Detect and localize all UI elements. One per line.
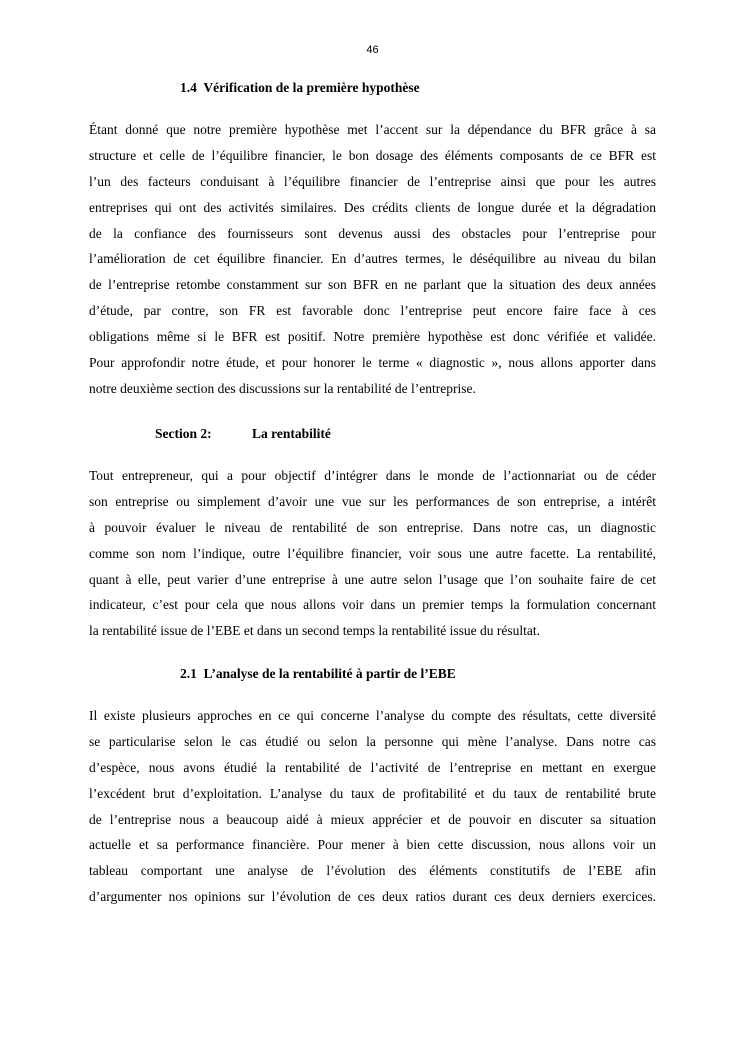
- text-line: son entreprise ou simplement d’avoir une vue sur les performances de son entreprise, a intérêt: [89, 493, 656, 509]
- text-line: d’argumenter nos opinions sur l’évolution de ces deux ratios durant ces deux derniers exercices.: [89, 889, 656, 905]
- text-line: l’excédent brut d’exploitation. L’analyse du taux de profitabilité et du taux de rentabilité brute: [89, 785, 656, 801]
- text-line: de l’entreprise retombe constamment sur son BFR en ne parlant que la situation des deux années: [89, 277, 656, 293]
- paragraph-analyse-ebe: [89, 703, 656, 910]
- section-heading-rentabilite: [155, 426, 331, 442]
- text-line: l’un des facteurs conduisant à l’équilibre financier de l’entreprise ainsi que pour les autres: [89, 173, 656, 189]
- text-line: de l’entreprise nous a beaucoup aidé à mieux apprécier et de pouvoir en discuter sa situation: [89, 811, 656, 827]
- heading-verification-hypothese: 1.4 Vérification de la première hypothèse: [180, 80, 420, 95]
- paragraph-hypothese: [89, 117, 656, 402]
- text-line: notre deuxième section des discussions sur la rentabilité de l’entreprise.: [89, 380, 476, 396]
- text-line: entreprises qui ont des activités similaires. Des crédits clients de longue durée et la dégradation: [89, 199, 656, 215]
- text-line: d’étude, par contre, son FR est favorable donc l’entreprise peut encore faire face à ces: [89, 303, 656, 319]
- text-line: Pour approfondir notre étude, et pour honorer le terme « diagnostic », nous allons apporter dans: [89, 355, 656, 371]
- text-line: l’amélioration de cet équilibre financier. En d’autres termes, le déséquilibre au niveau du bilan: [89, 251, 656, 267]
- text-line: quant à elle, peut varier d’une entreprise à une autre selon l’usage que l’on souhaite faire de cet: [89, 571, 656, 587]
- text-line: la rentabilité issue de l’EBE et dans un second temps la rentabilité issue du résultat.: [89, 623, 541, 639]
- section-title: La rentabilité: [252, 426, 331, 441]
- heading-analyse-ebe: 2.1 L’analyse de la rentabilité à partir de l’EBE: [180, 666, 456, 681]
- page-number: 46: [366, 44, 379, 56]
- paragraph-rentabilite: [89, 463, 656, 644]
- text-line: obligations même si le BFR est positif. Notre première hypothèse est donc vérifiée et validée.: [89, 329, 656, 345]
- text-line: Il existe plusieurs approches en ce qui concerne l’analyse du compte des résultats, cette diversité: [89, 708, 656, 723]
- text-line: structure et celle de l’équilibre financier, le bon dosage des éléments composants de ce BFR est: [89, 147, 656, 163]
- text-line: actuelle et sa performance financière. Pour mener à bien cette discussion, nous allons voir un: [89, 837, 656, 853]
- section-label: Section 2:: [155, 426, 212, 441]
- text-line: d’espèce, nous avons étudié la rentabilité de l’activité de l’entreprise en mettant en exergue: [89, 759, 656, 775]
- text-line: de la confiance des fournisseurs sont devenus aussi des obstacles pour l’entreprise pour: [89, 225, 656, 241]
- text-line: indicateur, c’est pour cela que nous allons voir dans un premier temps la formulation concernant: [89, 597, 656, 613]
- text-line: comme son nom l’indique, outre l’équilibre financier, voir sous une autre facette. La rentabilité,: [89, 545, 656, 561]
- text-line: à pouvoir évaluer le niveau de rentabilité de son entreprise. Dans notre cas, un diagnostic: [89, 519, 656, 535]
- text-line: se particularise selon le cas étudié ou selon la personne qui mène l’analyse. Dans notre cas: [89, 733, 656, 749]
- text-line: Étant donné que notre première hypothèse met l’accent sur la dépendance du BFR grâce à sa: [89, 122, 656, 137]
- text-line: Tout entrepreneur, qui a pour objectif d’intégrer dans le monde de l’actionnariat ou de céder: [89, 468, 656, 483]
- text-line: tableau comportant une analyse de l’évolution des éléments constitutifs de l’EBE afin: [89, 863, 656, 879]
